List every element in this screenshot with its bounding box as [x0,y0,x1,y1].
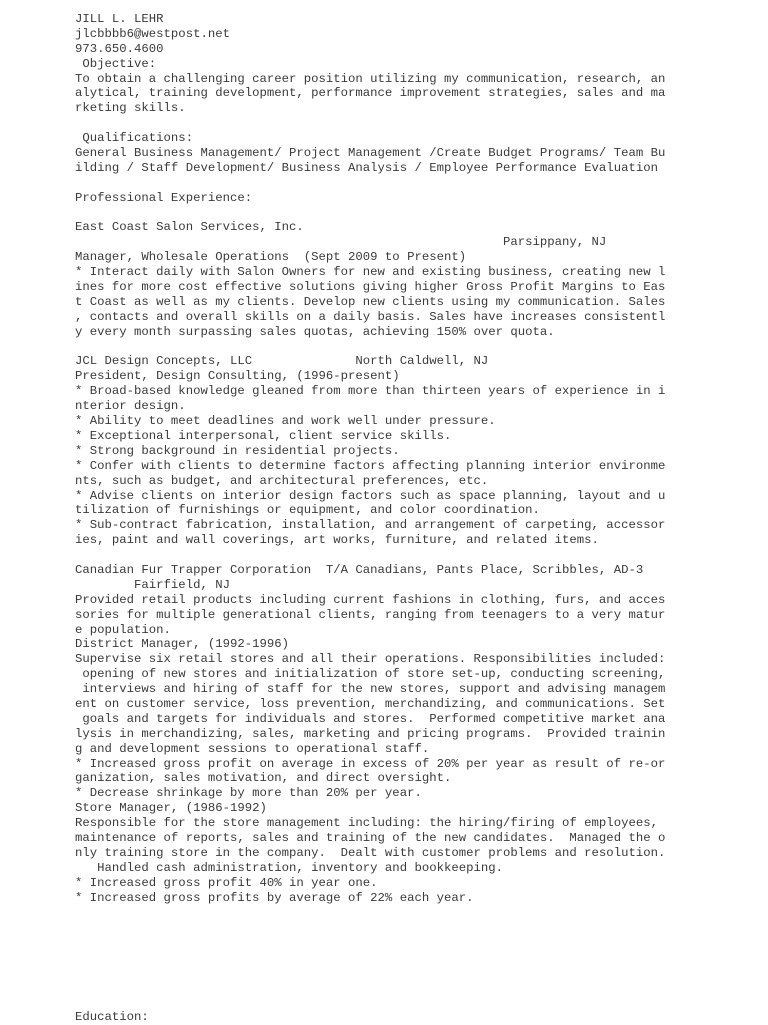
text-line: goals and targets for individuals and stores. Performed competitive market ana [75,711,666,726]
text-line: * Decrease shrinkage by more than 20% per year. [75,786,422,801]
text-line [75,965,755,980]
text-line: ines for more cost effective solutions giving higher Gross Profit Margins to Eas [75,280,666,295]
text-line: t Coast as well as my clients. Develop new clients using my communication. Sales [75,294,666,309]
text-line [75,176,755,191]
text-line: lysis in merchandizing, sales, marketing and pricing programs. Provided trainin [75,726,666,741]
text-line: Manager, Wholesale Operations (Sept 2009 to Present) [75,250,467,265]
text-line: Education: [75,1009,149,1024]
text-line: nts, such as budget, and architectural preferences, etc. [75,473,489,488]
text-line: Fairfield, NJ [75,577,230,592]
text-line [75,206,755,221]
text-line: Canadian Fur Trapper Corporation T/A Canadians, Pants Place, Scribbles, AD-3 [75,562,644,577]
text-line: * Confer with clients to determine factors affecting planning interior environme [75,458,666,473]
text-line: JILL L. LEHR [75,12,164,26]
text-line: * Increased gross profits by average of 22% each year. [75,890,474,905]
text-line [75,920,755,935]
text-line: ganization, sales motivation, and direct oversight. [75,771,452,786]
text-line: * Sub-contract fabrication, installation, and arrangement of carpeting, accessor [75,518,666,533]
text-line [75,935,755,950]
text-line [75,340,755,355]
text-line: maintenance of reports, sales and training of the new candidates. Managed the o [75,830,666,845]
text-line: tilization of furnishings or equipment, and color coordination. [75,503,540,518]
text-line: To obtain a challenging career position utilizing my communication, research, an [75,71,666,86]
text-line: * Increased gross profit 40% in year one. [75,875,378,890]
text-line: opening of new stores and initialization of store set-up, conducting screening, [75,667,666,682]
text-line [75,950,755,965]
text-line: * Broad-based knowledge gleaned from more than thirteen years of experience in i [75,384,666,399]
text-line: Parsippany, NJ [75,235,607,250]
text-line: y every month surpassing sales quotas, achieving 150% over quota. [75,324,555,339]
text-line [75,548,755,563]
text-line: e population. [75,622,171,637]
resume-document [75,12,755,1025]
text-line: ent on customer service, loss prevention, merchandizing, and communications. Set [75,696,666,711]
text-line: sories for multiple generational clients, ranging from teenagers to a very matur [75,607,666,622]
text-line: jlcbbbb6@westpost.net [75,26,230,41]
text-line: * Ability to meet deadlines and work well under pressure. [75,414,496,429]
text-line: * Advise clients on interior design factors such as space planning, layout and u [75,488,666,503]
text-line: Qualifications: [75,131,194,146]
text-line: ies, paint and wall coverings, art works, furniture, and related items. [75,533,599,548]
text-line [75,980,755,995]
text-line: g and development sessions to operational staff. [75,741,430,756]
text-line: JCL Design Concepts, LLC North Caldwell, NJ [75,354,489,369]
text-line: * Exceptional interpersonal, client service skills. [75,428,452,443]
text-line: , contacts and overall skills on a daily basis. Sales have increases consistentl [75,309,666,324]
text-line: alytical, training development, performance improvement strategies, sales and ma [75,86,666,101]
text-line: * Strong background in residential projects. [75,443,400,458]
text-line: ilding / Staff Development/ Business Analysis / Employee Performance Evaluation [75,160,658,175]
text-line: Supervise six retail stores and all their operations. Responsibilities included: [75,652,666,667]
text-line: Professional Experience: [75,190,253,205]
text-line: Store Manager, (1986-1992) [75,801,267,816]
text-line: 973.650.4600 [75,41,164,56]
text-line [75,995,755,1010]
text-line: Objective: [75,56,157,71]
text-line: East Coast Salon Services, Inc. [75,220,304,235]
text-line: interviews and hiring of staff for the new stores, support and advising managem [75,682,666,697]
text-line [75,905,755,920]
text-line: District Manager, (1992-1996) [75,637,290,652]
text-line: * Increased gross profit on average in excess of 20% per year as result of re-or [75,756,666,771]
text-line: Handled cash administration, inventory and bookkeeping. [75,860,504,875]
text-line: nterior design. [75,399,186,414]
text-line: nly training store in the company. Dealt with customer problems and resolution. [75,845,666,860]
text-line: * Interact daily with Salon Owners for new and existing business, creating new l [75,265,666,280]
text-line: General Business Management/ Project Management /Create Budget Programs/ Team Bu [75,146,666,161]
text-line: Responsible for the store management including: the hiring/firing of employees, [75,816,658,831]
text-line: rketing skills. [75,101,186,116]
text-line: Provided retail products including current fashions in clothing, furs, and acces [75,592,666,607]
text-line [75,116,755,131]
text-line: President, Design Consulting, (1996-present) [75,369,400,384]
